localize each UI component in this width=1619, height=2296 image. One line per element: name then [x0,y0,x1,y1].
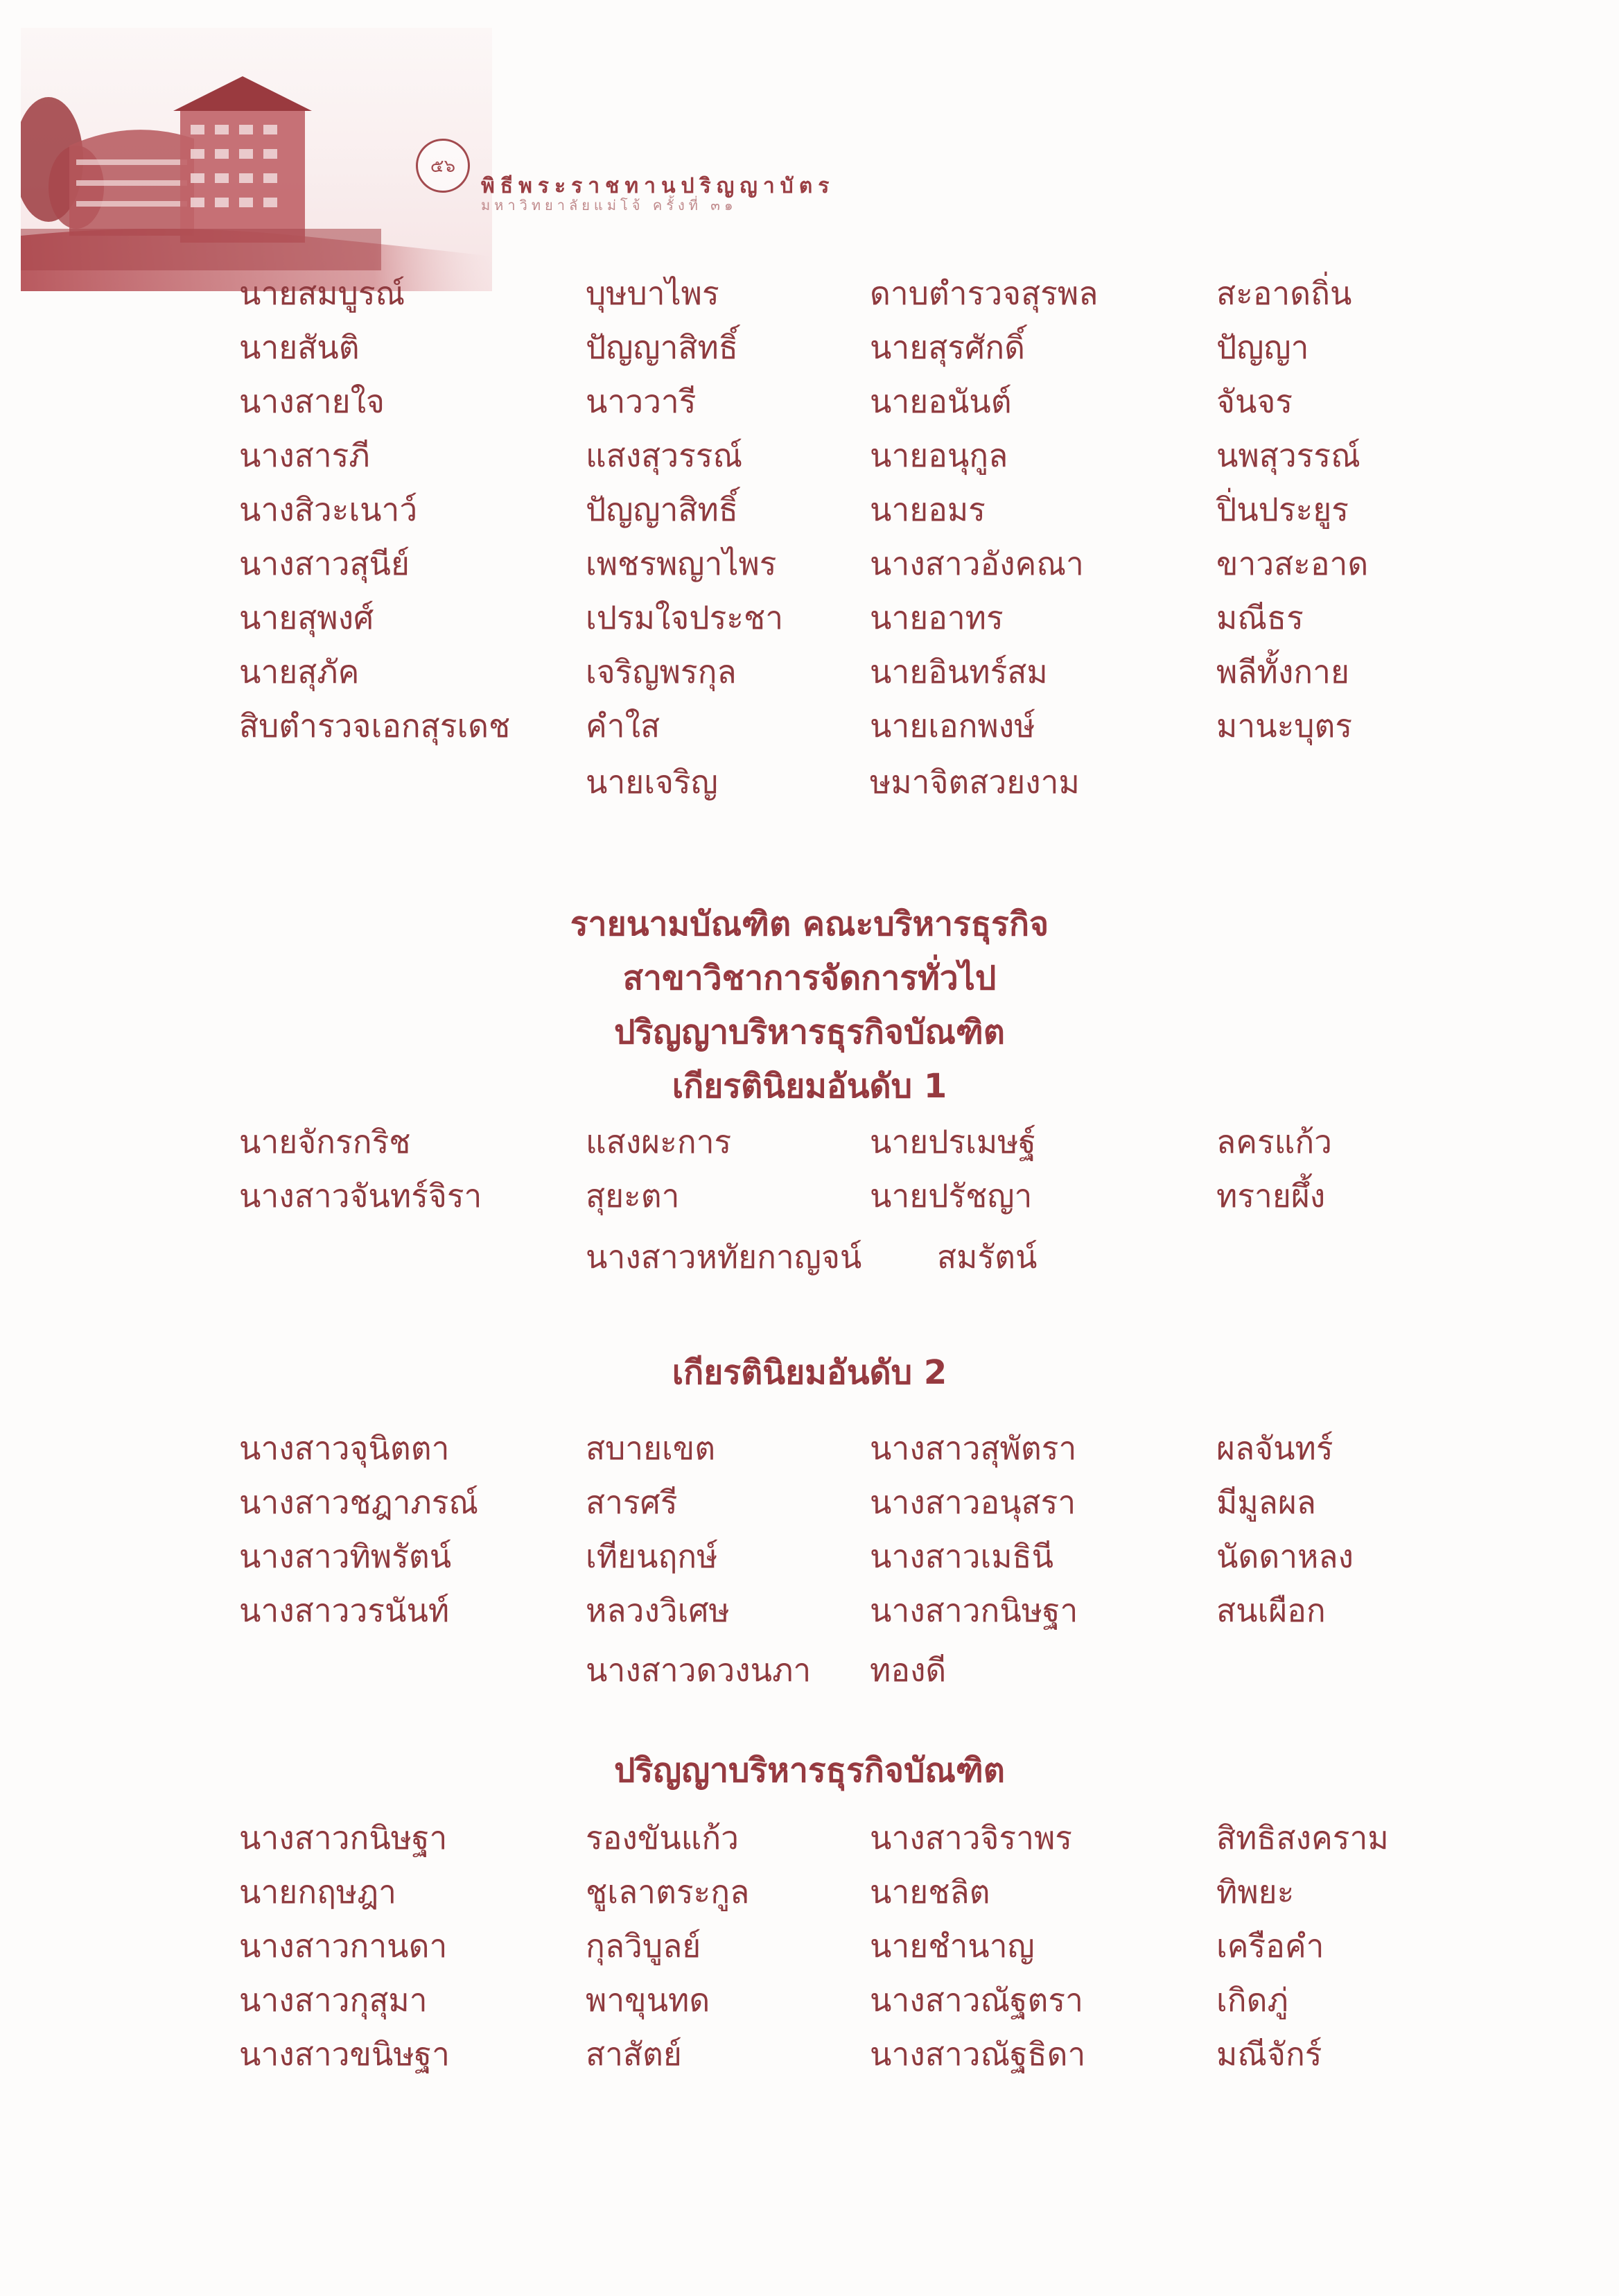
first-name: สิบตำรวจเอกสุรเดช [239,707,511,745]
first-name: นางสาวจันทร์จิรา [239,1177,482,1215]
first-name: นางสาวจิราพร [870,1819,1072,1856]
first-name: นายสมบูรณ์ [239,275,405,312]
list-row [0,269,1619,318]
list-row [0,1532,1619,1581]
last-name: แสงผะการ [586,1123,732,1160]
first-name: นายกฤษฎา [239,1873,396,1911]
first-name: นางสาวจุนิตตา [239,1429,450,1467]
last-name: กุลวิบูลย์ [586,1927,701,1965]
last-name: สบายเขต [586,1429,716,1467]
list-row [0,2030,1619,2078]
list-row [0,323,1619,372]
last-name: ษมาจิตสวยงาม [870,763,1080,801]
first-name: นายชลิต [870,1873,990,1911]
major-heading: สาขาวิชาการจัดการทั่วไป [622,959,997,998]
first-name: นางสาวหทัยกาญจน์ [586,1238,862,1276]
last-name: มณีธร [1216,599,1304,636]
list-row [0,1646,1619,1694]
last-name: สิทธิสงคราม [1216,1819,1389,1856]
last-name: นาววารี [586,383,697,420]
list-row [0,431,1619,480]
first-name: นายอินทร์สม [870,653,1048,690]
last-name: นพสุวรรณ์ [1216,437,1360,474]
last-name: หลวงวิเศษ [586,1592,730,1629]
last-name: ขาวสะอาด [1216,545,1369,582]
first-name: ดาบตำรวจสุรพล [870,275,1099,312]
page-header [21,28,835,291]
last-name: คำใส [586,707,660,745]
last-name: ชูเลาตระกูล [586,1873,750,1911]
first-name: นางสาวณัฐธิดา [870,2035,1086,2073]
ceremony-title: พิธีพระราชทานปริญญาบัตร [481,174,835,198]
first-name: นางสาวสุพัตรา [870,1429,1077,1467]
first-name: นางสาวทิพรัตน์ [239,1538,452,1575]
last-name: มณีจักร์ [1216,2035,1322,2073]
honors2-heading: เกียรตินิยมอันดับ 2 [672,1353,947,1392]
first-name: นายปรัชญา [870,1177,1033,1215]
first-name: นายอนันต์ [870,383,1012,420]
last-name: ปิ่นประยูร [1216,491,1349,528]
last-name: ปัญญา [1216,329,1309,366]
list-row [0,1976,1619,2024]
first-name: นายเอกพงษ์ [870,707,1035,745]
first-name: นางสาวอนุสรา [870,1484,1076,1521]
list-row [0,702,1619,750]
last-name: มีมูลผล [1216,1484,1316,1521]
first-name: นางสาวณัฐตรา [870,1981,1083,2019]
last-name: เจริญพรกุล [586,653,737,690]
ceremony-subtitle: มหาวิทยาลัยแม่โจ้ ครั้งที่ ๓๑ [481,197,737,214]
list-row [0,1424,1619,1472]
last-name: ทิพยะ [1216,1873,1295,1911]
faculty-heading: รายนามบัณฑิต คณะบริหารธุรกิจ [570,905,1049,943]
last-name: พาขุนทด [586,1981,710,2019]
last-name: สะอาดถิ่น [1216,275,1352,312]
last-name: ทองดี [870,1651,947,1689]
first-name: นายอนุกูล [870,437,1008,474]
page-number-badge: ๕๖ [416,139,470,193]
first-name: นางสาวชฎาภรณ์ [239,1484,479,1521]
list-row [0,539,1619,588]
first-name: นางสารภี [239,437,370,474]
first-name: นางสาวเมธินี [870,1538,1054,1575]
first-name: นางสาวกุสุมา [239,1981,428,2019]
list-row [0,377,1619,426]
last-name: ผลจันทร์ [1216,1429,1333,1467]
last-name: รองขันแก้ว [586,1819,740,1856]
last-name: ทรายผึ้ง [1216,1177,1326,1215]
list-row [0,485,1619,534]
first-name: นางสาวอังคณา [870,545,1084,582]
last-name: นัดดาหลง [1216,1538,1354,1575]
first-name: นางสาวกนิษฐา [870,1592,1078,1629]
last-name: เปรมใจประชา [586,599,784,636]
first-name: นายอมร [870,491,986,528]
first-name: นายเจริญ [586,763,718,801]
first-name: นายอาทร [870,599,1004,636]
last-name: ลครแก้ว [1216,1123,1332,1160]
list-row [0,1172,1619,1220]
last-name: เกิดภู่ [1216,1981,1288,2019]
first-name: นายจักรกริช [239,1123,411,1160]
last-name: บุษบาไพร [586,275,719,312]
list-row [0,1868,1619,1916]
list-row [0,1922,1619,1970]
last-name: สุยะตา [586,1177,680,1215]
first-name: นายสุรศักดิ์ [870,329,1025,366]
last-name: จันจร [1216,383,1293,420]
first-name: นางสาวขนิษฐา [239,2035,450,2073]
last-name: เพชรพญาไพร [586,545,777,582]
first-name: นางสาววรนันท์ [239,1592,450,1629]
first-name: นางสิวะเนาว์ [239,491,418,528]
first-name: นายชำนาญ [870,1927,1035,1965]
last-name: เครือคำ [1216,1927,1324,1965]
last-name: สาสัตย์ [586,2035,682,2073]
first-name: นางสาวกานดา [239,1927,448,1965]
last-name: พลีทั้งกาย [1216,653,1349,690]
list-row [0,1117,1619,1166]
last-name: เทียนฤกษ์ [586,1538,718,1575]
list-row [0,1586,1619,1635]
first-name: นางสายใจ [239,383,385,420]
last-name: สนเผือก [1216,1592,1326,1629]
last-name: ปัญญาสิทธิ์ [586,329,738,366]
list-row [0,1233,1619,1281]
first-name: นางสาวสุนีย์ [239,545,410,582]
first-name: นางสาวกนิษฐา [239,1819,448,1856]
last-name: มานะบุตร [1216,707,1353,745]
first-name: นายสุพงศ์ [239,599,374,636]
list-row [0,647,1619,696]
last-name: แสงสุวรรณ์ [586,437,743,474]
last-name: สมรัตน์ [937,1238,1038,1276]
regular-degree-heading: ปริญญาบริหารธุรกิจบัณฑิต [614,1751,1005,1790]
list-row [0,758,1619,806]
first-name: นางสาวดวงนภา [586,1651,812,1689]
list-row [0,593,1619,642]
list-row [0,1814,1619,1862]
first-name: นายสุภัค [239,653,360,690]
first-name: นายสันติ [239,329,360,366]
list-row [0,1478,1619,1527]
last-name: ปัญญาสิทธิ์ [586,491,738,528]
first-name: นายปรเมษฐ์ [870,1123,1036,1160]
honors1-heading: เกียรตินิยมอันดับ 1 [672,1067,947,1106]
last-name: สารศรี [586,1484,678,1521]
degree-heading: ปริญญาบริหารธุรกิจบัณฑิต [614,1013,1005,1052]
